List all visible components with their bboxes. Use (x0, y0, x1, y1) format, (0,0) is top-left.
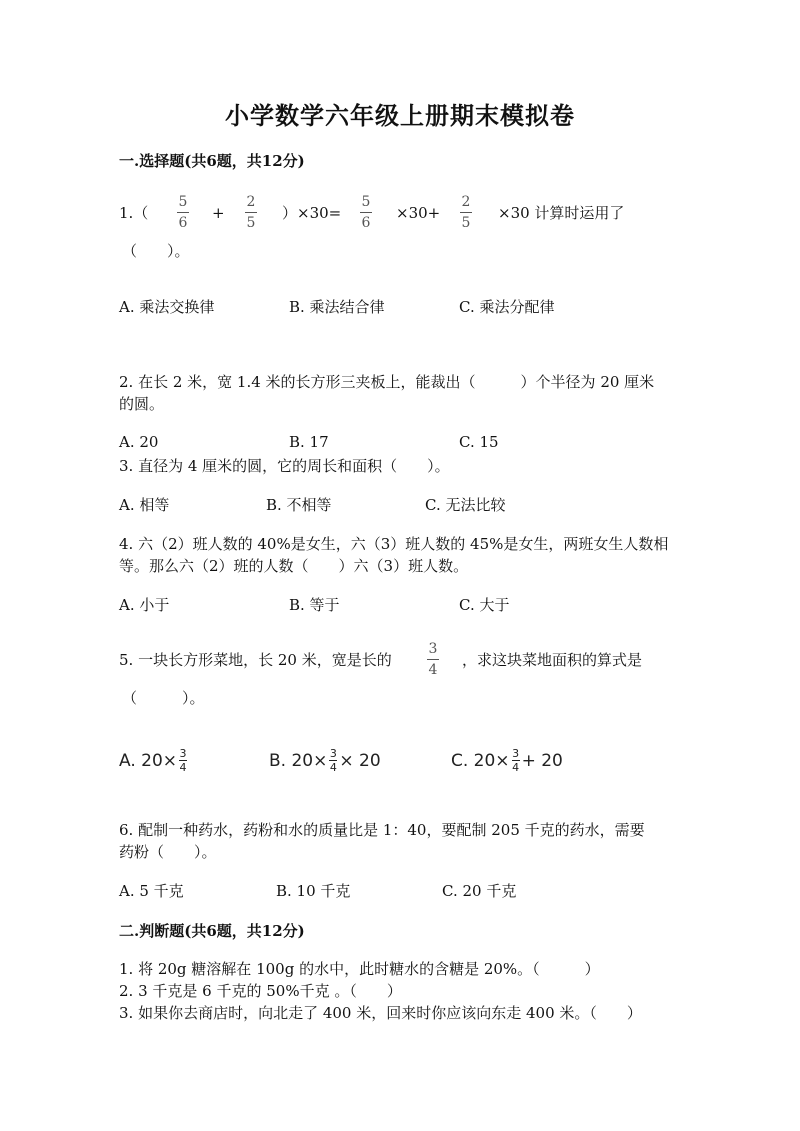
q4-option-c[interactable]: C. 大于 (459, 596, 510, 614)
q2-line-1: 2. 在长 2 米，宽 1.4 米的长方形三夹板上，能裁出（ ）个半径为 20 厘米 (119, 373, 655, 391)
q5-option-b-prefix: B. 20× (269, 750, 328, 771)
denominator: 4 (329, 761, 337, 774)
denominator: 4 (179, 761, 187, 774)
q1-mid2: ×30+ (396, 204, 441, 222)
q4-option-b[interactable]: B. 等于 (289, 596, 340, 614)
q2-option-a[interactable]: A. 20 (119, 433, 159, 451)
tf-question-3: 3. 如果你去商店时，向北走了 400 米，回来时你应该向东走 400 米。（ ） (119, 1004, 642, 1022)
section-heading-true-false: 二.判断题(共6题，共12分) (119, 922, 305, 940)
q3-line-1: 3. 直径为 4 厘米的圆，它的周长和面积（ ）。 (119, 457, 450, 475)
section-heading-choice: 一.选择题(共6题，共12分) (119, 152, 305, 170)
fraction-bar (177, 212, 189, 213)
q1-suffix: ×30 计算时运用了 (498, 204, 625, 222)
q1-f2-denominator: 5 (246, 215, 256, 231)
q6-line-1: 6. 配制一种药水，药粉和水的质量比是 1：40，要配制 205 千克的药水，需要 (119, 821, 645, 839)
denominator: 4 (512, 761, 520, 774)
q5-prefix: 5. 一块长方形菜地，长 20 米，宽是长的 (119, 651, 392, 669)
fraction-bar (245, 212, 257, 213)
q6-option-a[interactable]: A. 5 千克 (119, 882, 184, 900)
fraction-bar (460, 212, 472, 213)
q1-option-c[interactable]: C. 乘法分配律 (459, 298, 555, 316)
q1-fraction-1 (175, 194, 191, 231)
q1-option-b[interactable]: B. 乘法结合律 (289, 298, 385, 316)
q5-option-c-suffix: + 20 (521, 750, 563, 771)
q3-option-b[interactable]: B. 不相等 (266, 496, 332, 514)
q1-f4-numerator: 2 (461, 194, 471, 210)
q5-option-c-fraction (512, 748, 520, 773)
q3-option-a[interactable]: A. 相等 (119, 496, 170, 514)
q6-option-c[interactable]: C. 20 千克 (442, 882, 517, 900)
tf-question-1: 1. 将 20g 糖溶解在 100g 的水中，此时糖水的含糖是 20%。（ ） (119, 960, 600, 978)
q5-option-a[interactable] (119, 748, 189, 773)
q5-option-b-suffix: × 20 (339, 750, 381, 771)
q5-option-a-fraction (179, 748, 187, 773)
q1-fraction-2 (243, 194, 259, 231)
q4-line-2: 等。那么六（2）班的人数（ ）六（3）班人数。 (119, 557, 469, 575)
q2-line-2: 的圆。 (119, 395, 165, 413)
q4-option-a[interactable]: A. 小于 (119, 596, 170, 614)
q6-line-2: 药粉（ ）。 (119, 843, 217, 861)
q5-option-b-fraction (329, 748, 337, 773)
q2-option-b[interactable]: B. 17 (289, 433, 329, 451)
q1-f3-denominator: 6 (361, 215, 371, 231)
q5-option-c-prefix: C. 20× (451, 750, 510, 771)
q1-mid: ）×30= (282, 204, 342, 222)
q1-f2-numerator: 2 (246, 194, 256, 210)
q1-option-a[interactable]: A. 乘法交换律 (119, 298, 215, 316)
numerator: 3 (512, 747, 520, 760)
q5-fraction (425, 641, 441, 678)
q3-option-c[interactable]: C. 无法比较 (425, 496, 506, 514)
q1-f3-numerator: 5 (361, 194, 371, 210)
q1-answer-blank: （ ）。 (122, 242, 190, 260)
q5-answer-blank: （ ）。 (122, 689, 205, 707)
q1-f1-numerator: 5 (178, 194, 188, 210)
q5-suffix: ，求这块菜地面积的算式是 (462, 651, 643, 669)
q1-fraction-4 (458, 194, 474, 231)
numerator: 3 (179, 747, 187, 760)
q1-f4-denominator: 5 (461, 215, 471, 231)
q5-option-c[interactable] (451, 748, 563, 773)
q4-line-1: 4. 六（2）班人数的 40%是女生，六（3）班人数的 45%是女生，两班女生人数相 (119, 535, 669, 553)
q5-option-a-prefix: A. 20× (119, 750, 178, 771)
q2-option-c[interactable]: C. 15 (459, 433, 499, 451)
q5-option-b[interactable] (269, 748, 381, 773)
tf-question-2: 2. 3 千克是 6 千克的 50%千克 。（ ） (119, 982, 402, 1000)
q1-f1-denominator: 6 (178, 215, 188, 231)
q1-plus: + (212, 204, 225, 222)
numerator: 3 (329, 747, 337, 760)
q5-numerator: 3 (428, 641, 438, 657)
q6-option-b[interactable]: B. 10 千克 (276, 882, 351, 900)
page-title: 小学数学六年级上册期末模拟卷 (225, 101, 575, 130)
q1-fraction-3 (358, 194, 374, 231)
fraction-bar (427, 659, 439, 660)
q1-prefix: 1.（ (119, 204, 149, 222)
fraction-bar (360, 212, 372, 213)
q5-denominator: 4 (428, 662, 438, 678)
